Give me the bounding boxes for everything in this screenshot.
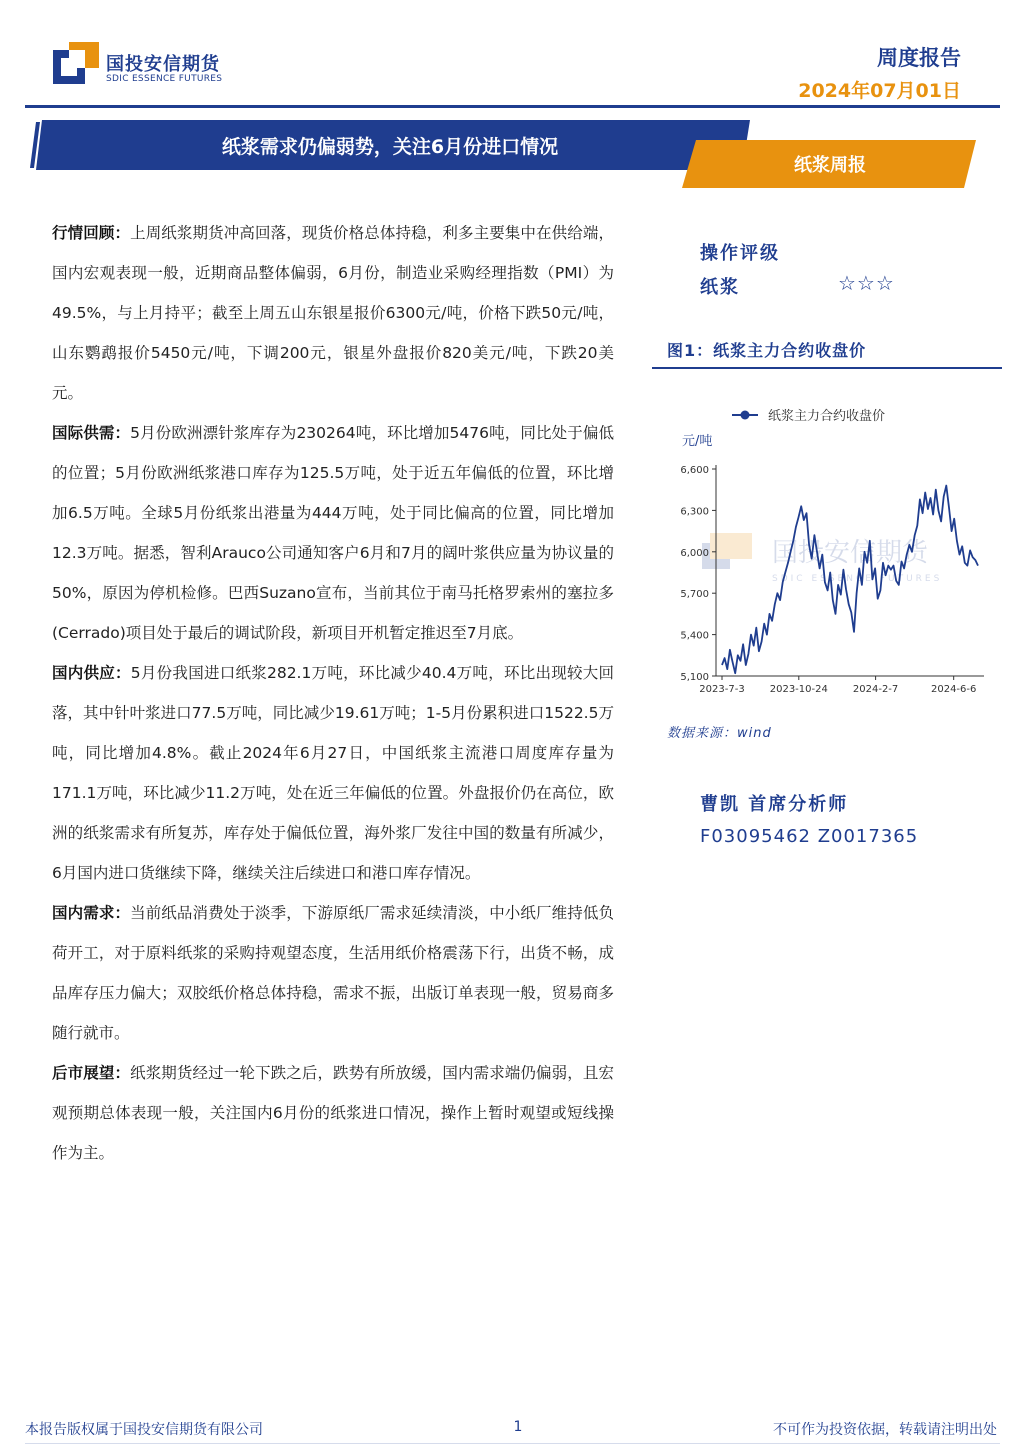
- y-axis-unit: 元/吨: [682, 434, 713, 449]
- company-name-cn: 国投安信期货: [106, 54, 220, 75]
- report-type: 周度报告: [877, 46, 961, 70]
- section-outlook: [52, 1053, 614, 1173]
- section-label: 国内需求：: [52, 904, 131, 922]
- section-label: 后市展望：: [52, 1064, 131, 1082]
- footer-divider: [25, 1443, 1000, 1444]
- company-logo-mark: [53, 42, 99, 84]
- category-tag: 纸浆周报: [794, 155, 866, 176]
- price-line-chart: [652, 395, 1002, 707]
- section-text: 上周纸浆期货冲高回落，现货价格总体持稳，利多主要集中在供给端，国内宏观表现一般，近期商品整体偏弱，6月份，制造业采购经理指数（PMI）为49.5%，与上月持平；截至上周五山东银星报价6300元/吨，价格下跌50元/吨，山东鹦鹉报价5450元/吨，下调200元，银星外盘报价820美元/吨，下跌20美元。: [52, 224, 614, 402]
- section-text: 当前纸品消费处于淡季，下游原纸厂需求延续清淡，中小纸厂维持低负荷开工，对于原料纸浆的采购持观望态度，生活用纸价格震荡下行，出货不畅，成品库存压力偏大；双胶纸价格总体持稳，需求不振，出版订单表现一般，贸易商多随行就市。: [52, 904, 614, 1042]
- y-tick-label: 5,400: [680, 630, 709, 642]
- page-number: 1: [513, 1419, 523, 1435]
- y-tick-label: 6,600: [680, 465, 709, 476]
- watermark-en: SDIC ESSENCE FUTURES: [772, 574, 943, 584]
- y-tick-label: 5,100: [680, 672, 709, 683]
- company-name-en: SDIC ESSENCE FUTURES: [106, 74, 223, 84]
- section-domestic-demand: [52, 893, 614, 1053]
- rating-stars-icon: ☆☆☆: [838, 271, 895, 295]
- section-label: 行情回顾：: [52, 224, 131, 242]
- figure-divider: [652, 367, 1002, 369]
- rating-item: 纸浆: [700, 277, 740, 298]
- section-domestic-supply: [52, 653, 614, 893]
- rating-heading: 操作评级: [700, 243, 780, 264]
- legend-marker-icon: [741, 411, 750, 420]
- x-tick-label: 2023-7-3: [699, 684, 745, 695]
- report-body: [52, 213, 614, 1173]
- copyright-notice: 本报告版权属于国投安信期货有限公司: [25, 1422, 263, 1438]
- section-text: 5月份我国进口纸浆282.1万吨，环比减少40.4万吨，环比出现较大回落，其中针叶浆进口77.5万吨，同比减少19.61万吨；1-5月份累积进口1522.5万吨，同比增加4.8%。截止2024年6月27日，中国纸浆主流港口周度库存量为171.1万吨，环比减少11.2万吨，处在近三年偏低的位置。外盘报价仍在高位，欧洲的纸浆需求有所复苏，库存处于偏低位置，海外浆厂发往中国的数量有所减少，6月国内进口货继续下降，继续关注后续进口和港口库存情况。: [52, 664, 614, 882]
- y-tick-label: 6,300: [680, 506, 709, 518]
- watermark-cn: 国投安信期货: [772, 538, 929, 568]
- report-date: 2024年07月01日: [798, 80, 961, 102]
- header-divider: [25, 105, 1000, 108]
- section-text: 纸浆期货经过一轮下跌之后，跌势有所放缓，国内需求端仍偏弱，且宏观预期总体表现一般，关注国内6月份的纸浆进口情况，操作上暂时观望或短线操作为主。: [52, 1064, 614, 1162]
- section-label: 国内供应：: [52, 664, 131, 682]
- analyst-codes: F03095462 Z0017365: [700, 826, 919, 847]
- figure-title: 图1：纸浆主力合约收盘价: [667, 341, 867, 360]
- x-tick-label: 2024-6-6: [930, 684, 977, 695]
- x-tick-label: 2024-2-7: [852, 684, 899, 695]
- y-tick-label: 6,000: [680, 547, 709, 559]
- section-label: 国际供需：: [52, 424, 131, 442]
- y-tick-label: 5,700: [680, 589, 709, 601]
- x-tick-label: 2023-10-24: [769, 684, 828, 695]
- legend-label: 纸浆主力合约收盘价: [768, 409, 886, 424]
- report-title: 纸浆需求仍偏弱势，关注6月份进口情况: [221, 136, 559, 158]
- section-international: [52, 413, 614, 653]
- analyst-name: 曹凯 首席分析师: [700, 794, 849, 815]
- section-text: 5月份欧洲漂针浆库存为230264吨，环比增加5476吨，同比处于偏低的位置；5月份欧洲纸浆港口库存为125.5万吨，处于近五年偏低的位置，环比增加6.5万吨。全球5月份纸浆出港量为444万吨，处于同比偏高的位置，同比增加12.3万吨。据悉，智利Arauco公司通知客户6月和7月的阔叶浆供应量为协议量的50%，原因为停机检修。巴西Suzano宣布，当前其位于南马托格罗索州的塞拉多(Cerrado)项目处于最后的调试阶段，新项目开机暂定推迟至7月底。: [52, 424, 614, 642]
- chart-legend: [732, 408, 885, 424]
- disclaimer-notice: 不可作为投资依据，转载请注明出处: [773, 1422, 997, 1438]
- section-market-review: [52, 213, 614, 413]
- data-source: 数据来源：wind: [667, 726, 772, 741]
